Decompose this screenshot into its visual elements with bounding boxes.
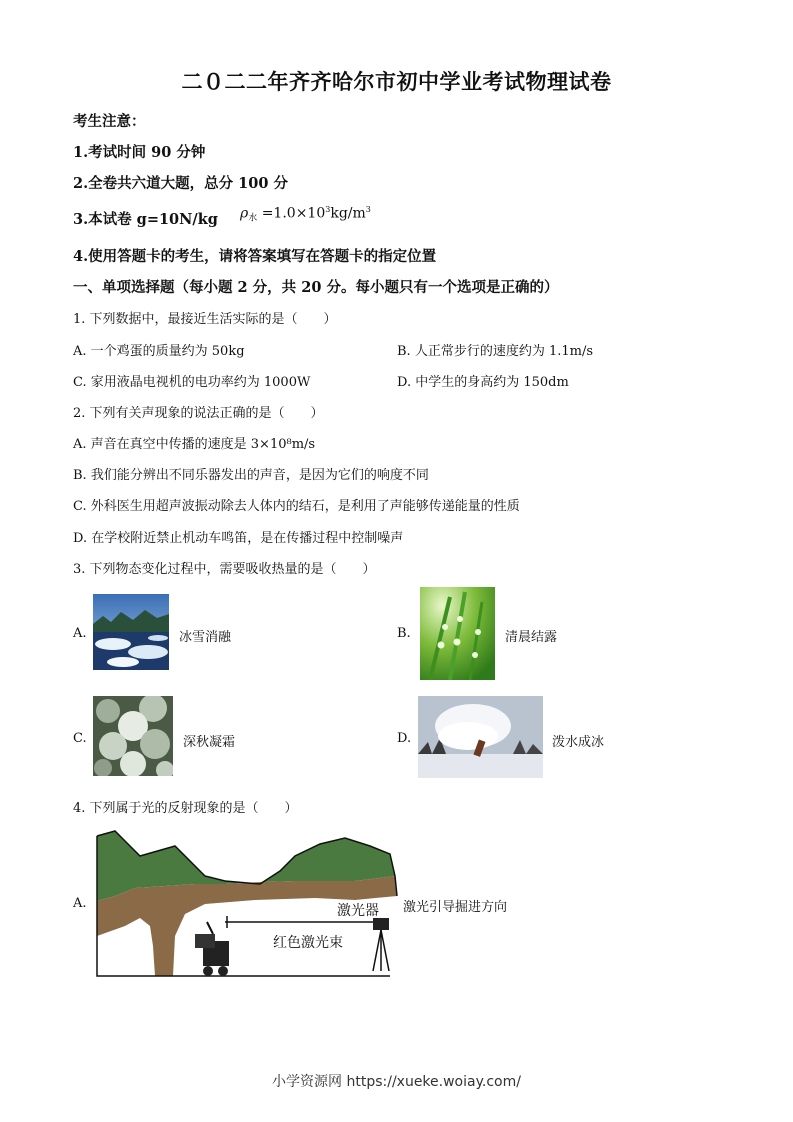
density-unit: kg/m (330, 205, 366, 222)
notice-heading: 考生注意： (73, 113, 146, 130)
water-density-formula (240, 205, 371, 224)
section1-heading: 一、单项选择题（每小题 2 分，共 20 分。每小题只有一个选项是正确的） (73, 279, 559, 296)
q1-option-c: C. 家用液晶电视机的电功率约为 1000W (73, 375, 311, 390)
q3-stem: 3. 下列物态变化过程中，需要吸收热量的是（ ） (73, 562, 376, 577)
density-unit-exponent: 3 (365, 205, 371, 214)
dew-on-grass-photo (420, 587, 495, 680)
q3-b-letter: B. (397, 626, 411, 641)
notice-item-2: 2.全卷共六道大题，总分 100 分 (73, 175, 288, 192)
rho-subscript: 水 (248, 213, 258, 224)
q1-option-b: B. 人正常步行的速度约为 1.1m/s (397, 344, 594, 359)
water-to-ice-photo (418, 696, 543, 778)
density-value: =1.0×10 (261, 205, 326, 222)
q1-option-a: A. 一个鸡蛋的质量约为 50kg (73, 344, 245, 359)
q3-c-letter: C. (73, 731, 87, 746)
q2-stem: 2. 下列有关声现象的说法正确的是（ ） (73, 406, 324, 421)
q1-option-d: D. 中学生的身高约为 150dm (397, 375, 569, 390)
tunnel-laser-diagram (95, 826, 400, 981)
q4-a-text: 激光引导掘进方向 (403, 900, 508, 915)
q4-stem: 4. 下列属于光的反射现象的是（ ） (73, 801, 298, 816)
q3-a-text: 冰雪消融 (179, 630, 232, 645)
q3-a-letter: A. (73, 626, 87, 641)
notice-item-3: 3.本试卷 g=10N/kg (73, 211, 218, 228)
q2-option-b: B. 我们能分辨出不同乐器发出的声音，是因为它们的响度不同 (73, 468, 429, 483)
q3-d-text: 泼水成冰 (552, 735, 605, 750)
page-title: 二０二二年齐齐哈尔市初中学业考试物理试卷 (181, 69, 612, 94)
q3-b-text: 清晨结露 (505, 630, 558, 645)
q3-c-text: 深秋凝霜 (183, 735, 236, 750)
melting-snow-photo (93, 594, 169, 670)
rho-symbol: ρ (240, 205, 249, 222)
q3-d-letter: D. (397, 731, 412, 746)
frost-on-leaves-photo (93, 696, 173, 776)
footer-source: 小学资源网 https://xueke.woiay.com/ (272, 1074, 521, 1090)
q1-stem: 1. 下列数据中，最接近生活实际的是（ ） (73, 312, 337, 327)
q2-option-d: D. 在学校附近禁止机动车鸣笛，是在传播过程中控制噪声 (73, 531, 404, 546)
notice-item-4: 4.使用答题卡的考生，请将答案填写在答题卡的指定位置 (73, 248, 437, 265)
notice-item-1: 1.考试时间 90 分钟 (73, 144, 206, 161)
density-exponent: 3 (325, 205, 331, 214)
laser-beam-label: 红色激光束 (273, 935, 343, 951)
q2-option-a: A. 声音在真空中传播的速度是 3×10⁸m/s (73, 437, 316, 452)
q2-option-c: C. 外科医生用超声波振动除去人体内的结石，是利用了声能够传递能量的性质 (73, 499, 520, 514)
q4-a-letter: A. (73, 896, 87, 911)
laser-label: 激光器 (337, 903, 379, 919)
